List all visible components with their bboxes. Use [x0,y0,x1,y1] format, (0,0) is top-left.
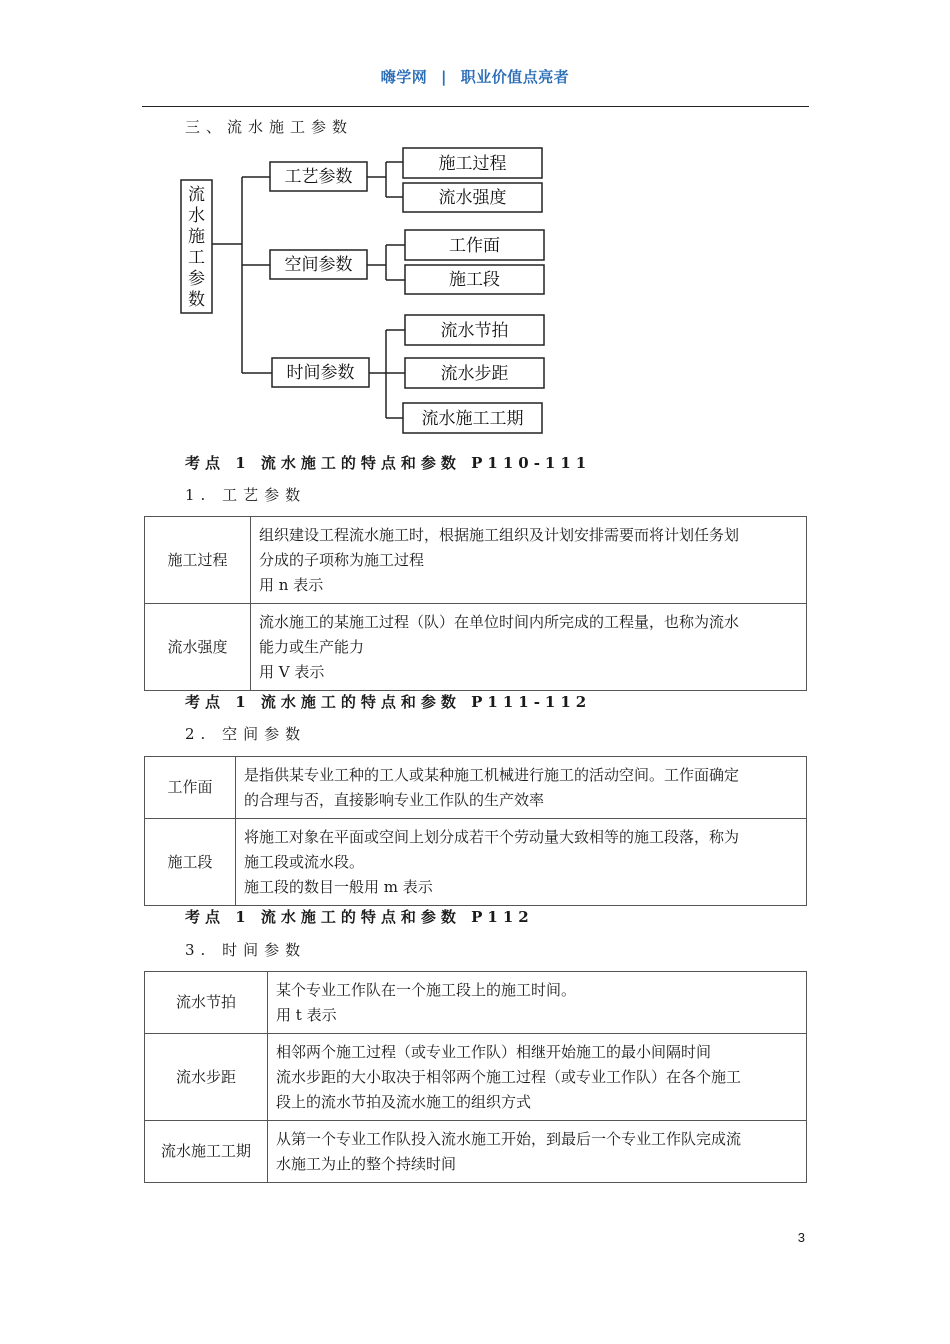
leaf-label-flow-intensity: 流水强度 [438,188,507,208]
leaf-label-construction-section: 施工段 [449,270,500,290]
term-cell: 流水强度 [145,604,251,691]
definition-cell [251,604,807,691]
term-cell: 施工过程 [145,517,251,604]
leaf-label-flow-duration: 流水施工工期 [421,409,524,429]
definition-line: 将施工对象在平面或空间上划分成若干个劳动量大致相等的施工段落，称为 [244,827,740,846]
kaodian-2: 考点 1 流水施工的特点和参数 P111-112 [185,693,592,711]
table-row [145,604,807,691]
root-label-char: 参 [188,269,205,289]
definition-line: 水施工为止的整个持续时间 [276,1154,457,1173]
leaf-label-flow-beat: 流水节拍 [440,321,509,341]
table-time-parameters [144,971,807,1183]
root-label [188,185,205,310]
table-row [145,757,807,819]
kaodian-1: 考点 1 流水施工的特点和参数 P110-111 [185,454,592,472]
definition-cell [268,1034,807,1121]
definition-line: 分成的子项称为施工过程 [259,550,425,569]
term-cell: 流水施工工期 [145,1121,268,1183]
header-separator: | [441,68,447,86]
definition-line: 某个专业工作队在一个施工段上的施工时间。 [276,980,577,999]
definition-cell [236,819,807,906]
kaodian-3: 考点 1 流水施工的特点和参数 P112 [185,908,534,926]
group-label-process: 工艺参数 [284,167,353,187]
table-space-parameters [144,756,807,906]
definition-line: 用 V 表示 [259,662,325,681]
term-cell: 流水步距 [145,1034,268,1121]
definition-line: 段上的流水节拍及流水施工的组织方式 [276,1092,532,1111]
definition-cell [236,757,807,819]
definition-cell [251,517,807,604]
root-label-char: 数 [188,290,205,310]
root-label-char: 水 [188,206,205,226]
definition-line: 流水施工的某施工过程（队）在单位时间内所完成的工程量，也称为流水 [259,612,740,631]
definition-cell [268,972,807,1034]
root-label-char: 流 [188,185,205,205]
table-row [145,1121,807,1183]
page-header [0,66,950,87]
page-number: 3 [797,1230,805,1245]
definition-line: 从第一个专业工作队投入流水施工开始，到最后一个专业工作队完成流 [276,1129,742,1148]
header-rule [142,106,809,107]
definition-line: 相邻两个施工过程（或专业工作队）相继开始施工的最小间隔时间 [276,1042,712,1061]
group-label-space: 空间参数 [284,255,353,275]
heading-time-parameters: 3. 时间参数 [185,941,307,959]
table-row [145,819,807,906]
table-row [145,972,807,1034]
definition-line: 用 t 表示 [276,1005,337,1024]
definition-line: 是指供某专业工种的工人或某种施工机械进行施工的活动空间。工作面确定 [244,765,740,784]
definition-line: 流水步距的大小取决于相邻两个施工过程（或专业工作队）在各个施工 [276,1067,742,1086]
term-cell: 流水节拍 [145,972,268,1034]
definition-line: 组织建设工程流水施工时，根据施工组织及计划安排需要而将计划任务划 [259,525,740,544]
term-cell: 工作面 [145,757,236,819]
table-process-parameters [144,516,807,691]
leaf-label-work-surface: 工作面 [449,236,500,256]
section-title: 三、流水施工参数 [185,118,354,136]
root-label-char: 工 [188,248,205,268]
parameter-tree-diagram [170,140,570,440]
definition-line: 能力或生产能力 [259,637,365,656]
heading-space-parameters: 2. 空间参数 [185,725,307,743]
table-row [145,1034,807,1121]
group-label-time: 时间参数 [286,363,355,383]
root-label-char: 施 [188,227,205,247]
header-brand: 嗨学网 [380,68,428,86]
table-row [145,517,807,604]
definition-line: 用 n 表示 [259,575,324,594]
definition-cell [268,1121,807,1183]
header-slogan: 职业价值点亮者 [460,68,570,86]
definition-line: 施工段或流水段。 [244,852,365,871]
leaf-label-flow-step: 流水步距 [440,364,509,384]
term-cell: 施工段 [145,819,236,906]
definition-line: 的合理与否，直接影响专业工作队的生产效率 [244,790,545,809]
definition-line: 施工段的数目一般用 m 表示 [244,877,433,896]
leaf-label-construction-process: 施工过程 [438,154,507,174]
heading-process-parameters: 1. 工艺参数 [185,486,307,504]
